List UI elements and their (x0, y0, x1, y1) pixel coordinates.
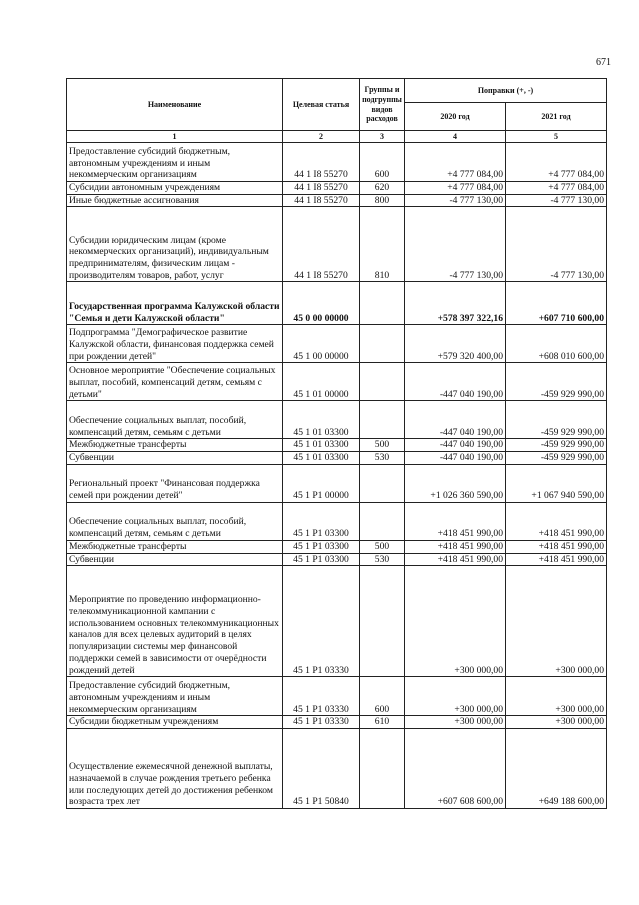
row-target-code: 45 1 01 03300 (283, 452, 360, 465)
table-row (67, 363, 607, 401)
row-target-code: 45 1 P1 03300 (283, 540, 360, 553)
row-expense-group: 600 (360, 677, 405, 716)
table-row (67, 502, 607, 540)
row-amount-2020: +300 000,00 (405, 677, 506, 716)
row-amount-2020: -447 040 190,00 (405, 363, 506, 401)
row-name: Субсидии автономным учреждениям (67, 182, 283, 195)
table-row (67, 566, 607, 677)
table-row (67, 401, 607, 439)
row-amount-2021: +300 000,00 (506, 677, 607, 716)
row-expense-group (360, 566, 405, 677)
table-row (67, 282, 607, 325)
row-amount-2020: +418 451 990,00 (405, 553, 506, 566)
row-amount-2021: -459 929 990,00 (506, 439, 607, 452)
table-row (67, 439, 607, 452)
row-amount-2020: +1 026 360 590,00 (405, 464, 506, 502)
row-name: Региональный проект "Финансовая поддержка семей при рождении детей" (67, 464, 283, 502)
row-amount-2021: +4 777 084,00 (506, 182, 607, 195)
row-target-code: 45 1 P1 03330 (283, 716, 360, 729)
row-amount-2020: +418 451 990,00 (405, 502, 506, 540)
row-expense-group: 600 (360, 143, 405, 182)
page-number: 671 (596, 57, 611, 68)
row-name: Межбюджетные трансферты (67, 439, 283, 452)
row-name: Субвенции (67, 553, 283, 566)
row-amount-2021: -4 777 130,00 (506, 207, 607, 282)
table-row (67, 325, 607, 363)
row-expense-group: 500 (360, 439, 405, 452)
column-number: 1 (67, 131, 283, 143)
row-amount-2020: -447 040 190,00 (405, 401, 506, 439)
column-number: 5 (506, 131, 607, 143)
row-amount-2020: -4 777 130,00 (405, 194, 506, 207)
table-row (67, 716, 607, 729)
row-target-code: 45 1 P1 03300 (283, 553, 360, 566)
row-expense-group (360, 502, 405, 540)
row-name: Иные бюджетные ассигнования (67, 194, 283, 207)
row-expense-group: 810 (360, 207, 405, 282)
header-target: Целевая статья (283, 79, 360, 131)
header-groups: Группы и подгруппы видов расходов (360, 79, 405, 131)
row-name: Субсидии бюджетным учреждениям (67, 716, 283, 729)
header-year-2020: 2020 год (405, 103, 506, 131)
row-name: Субсидии юридическим лицам (кроме некоммерческих организаций), индивидуальным предпринимателям, физическим лицам - производителям товаров, работ, услуг (67, 207, 283, 282)
row-amount-2021: +608 010 600,00 (506, 325, 607, 363)
row-expense-group (360, 728, 405, 808)
table-body (67, 143, 607, 809)
row-name: Подпрограмма "Демографическое развитие Калужской области, финансовая поддержка семей при рождении детей" (67, 325, 283, 363)
row-target-code: 45 0 00 00000 (283, 282, 360, 325)
row-name: Осуществление ежемесячной денежной выплаты, назначаемой в случае рождения третьего ребенка или последующих детей до достижения ребенком возраста трех лет (67, 728, 283, 808)
table-header (67, 79, 607, 143)
table-row (67, 540, 607, 553)
row-target-code: 45 1 P1 00000 (283, 464, 360, 502)
row-name: Обеспечение социальных выплат, пособий, компенсаций детям, семьям с детьми (67, 502, 283, 540)
row-target-code: 45 1 P1 03300 (283, 502, 360, 540)
row-expense-group: 530 (360, 553, 405, 566)
row-target-code: 45 1 00 00000 (283, 325, 360, 363)
column-number: 2 (283, 131, 360, 143)
row-name: Межбюджетные трансферты (67, 540, 283, 553)
row-target-code: 44 1 I8 55270 (283, 143, 360, 182)
row-amount-2020: +579 320 400,00 (405, 325, 506, 363)
row-target-code: 45 1 01 03300 (283, 401, 360, 439)
row-amount-2020: -447 040 190,00 (405, 452, 506, 465)
table-row (67, 677, 607, 716)
row-expense-group (360, 363, 405, 401)
row-target-code: 45 1 01 03300 (283, 439, 360, 452)
row-amount-2020: +578 397 322,16 (405, 282, 506, 325)
row-name: Государственная программа Калужской области "Семья и дети Калужской области" (67, 282, 283, 325)
budget-amendments-table (66, 78, 607, 809)
row-amount-2020: +300 000,00 (405, 716, 506, 729)
row-amount-2020: +300 000,00 (405, 566, 506, 677)
header-name: Наименование (67, 79, 283, 131)
row-name: Основное мероприятие "Обеспечение социальных выплат, пособий, компенсаций детям, семьям с детьми" (67, 363, 283, 401)
table-row (67, 143, 607, 182)
row-amount-2020: +418 451 990,00 (405, 540, 506, 553)
row-expense-group (360, 401, 405, 439)
row-target-code: 44 1 I8 55270 (283, 207, 360, 282)
row-amount-2021: -459 929 990,00 (506, 401, 607, 439)
row-expense-group: 530 (360, 452, 405, 465)
column-number: 3 (360, 131, 405, 143)
row-amount-2021: +1 067 940 590,00 (506, 464, 607, 502)
row-target-code: 44 1 I8 55270 (283, 182, 360, 195)
row-name: Обеспечение социальных выплат, пособий, компенсаций детям, семьям с детьми (67, 401, 283, 439)
row-amount-2021: +4 777 084,00 (506, 143, 607, 182)
row-amount-2020: -4 777 130,00 (405, 207, 506, 282)
row-expense-group: 500 (360, 540, 405, 553)
row-target-code: 45 1 P1 03330 (283, 566, 360, 677)
row-amount-2021: +418 451 990,00 (506, 540, 607, 553)
column-numbers-row (67, 131, 607, 143)
row-expense-group: 800 (360, 194, 405, 207)
row-expense-group (360, 464, 405, 502)
row-target-code: 45 1 P1 03330 (283, 677, 360, 716)
row-amount-2021: +300 000,00 (506, 716, 607, 729)
row-name: Мероприятие по проведению информационно-телекоммуникационной кампании с использованием основных телекоммуникационных каналов для всех целевых аудиторий в целях популяризации системы мер финансовой поддержки семей в зависимости от очерёдности рождений детей (67, 566, 283, 677)
table-row (67, 182, 607, 195)
row-amount-2020: -447 040 190,00 (405, 439, 506, 452)
header-year-2021: 2021 год (506, 103, 607, 131)
header-amendments: Поправки (+, -) (405, 79, 607, 103)
row-name: Предоставление субсидий бюджетным, автономным учреждениям и иным некоммерческим организациям (67, 677, 283, 716)
row-name: Предоставление субсидий бюджетным, автономным учреждениям и иным некоммерческим организациям (67, 143, 283, 182)
row-amount-2021: +418 451 990,00 (506, 553, 607, 566)
row-name: Субвенции (67, 452, 283, 465)
row-amount-2020: +4 777 084,00 (405, 182, 506, 195)
row-expense-group (360, 325, 405, 363)
table-row (67, 553, 607, 566)
row-amount-2021: -4 777 130,00 (506, 194, 607, 207)
row-expense-group (360, 282, 405, 325)
row-expense-group: 620 (360, 182, 405, 195)
row-amount-2020: +4 777 084,00 (405, 143, 506, 182)
table-row (67, 728, 607, 808)
table-row (67, 207, 607, 282)
row-amount-2021: +607 710 600,00 (506, 282, 607, 325)
row-amount-2021: -459 929 990,00 (506, 363, 607, 401)
table-row (67, 464, 607, 502)
row-amount-2021: -459 929 990,00 (506, 452, 607, 465)
column-number: 4 (405, 131, 506, 143)
row-amount-2020: +607 608 600,00 (405, 728, 506, 808)
row-amount-2021: +649 188 600,00 (506, 728, 607, 808)
row-target-code: 45 1 P1 50840 (283, 728, 360, 808)
row-target-code: 45 1 01 00000 (283, 363, 360, 401)
table-row (67, 194, 607, 207)
table-row (67, 452, 607, 465)
row-amount-2021: +418 451 990,00 (506, 502, 607, 540)
row-expense-group: 610 (360, 716, 405, 729)
row-target-code: 44 1 I8 55270 (283, 194, 360, 207)
row-amount-2021: +300 000,00 (506, 566, 607, 677)
